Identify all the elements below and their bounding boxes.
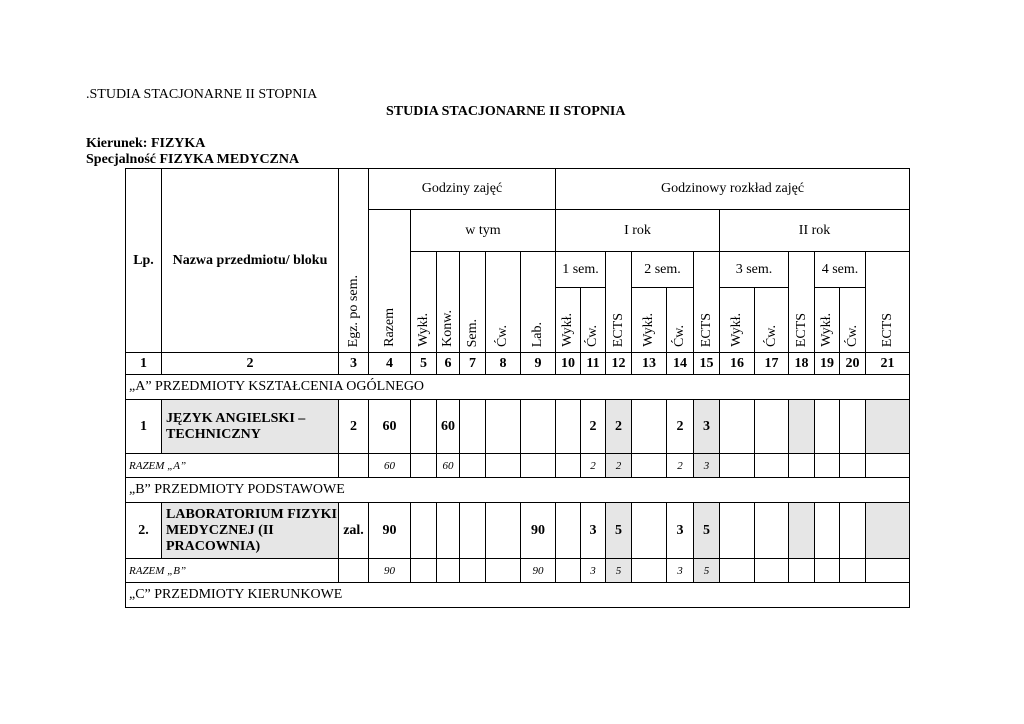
header-ects-3: ECTS	[789, 252, 815, 353]
header-sem-3: 3 sem.	[720, 252, 789, 288]
row-s4-cw	[840, 503, 866, 559]
section-b-heading: „B” PRZEDMIOTY PODSTAWOWE	[126, 478, 910, 503]
total-s3-cw	[755, 454, 789, 478]
row-lab	[521, 400, 556, 454]
total-s4-cw	[840, 559, 866, 583]
row-s1-cw: 3	[581, 503, 606, 559]
total-s3-ects	[789, 559, 815, 583]
row-subject-name: JĘZYK ANGIELSKI – TECHNICZNY	[162, 400, 339, 454]
col-number: 21	[866, 353, 910, 375]
kierunek-label: Kierunek: FIZYKA	[86, 136, 206, 151]
row-konw: 60	[437, 400, 460, 454]
row-cw	[486, 503, 521, 559]
total-konw	[437, 559, 460, 583]
study-plan-table	[125, 168, 910, 608]
section-c-heading: „C” PRZEDMIOTY KIERUNKOWE	[126, 583, 910, 608]
total-s3-wykl	[720, 454, 755, 478]
table-row	[126, 503, 910, 559]
col-number: 2	[162, 353, 339, 375]
col-number: 4	[369, 353, 411, 375]
col-number: 13	[632, 353, 667, 375]
header-ects-4: ECTS	[866, 252, 910, 353]
row-egz: zal.	[339, 503, 369, 559]
row-cw	[486, 400, 521, 454]
col-number: 8	[486, 353, 521, 375]
row-razem: 60	[369, 400, 411, 454]
row-s1-wykl	[556, 400, 581, 454]
col-number: 11	[581, 353, 606, 375]
header-ects-1: ECTS	[606, 252, 632, 353]
header-sem-1: 1 sem.	[556, 252, 606, 288]
header-razem: Razem	[369, 210, 411, 353]
total-s4-wykl	[815, 559, 840, 583]
total-row	[126, 454, 910, 478]
header-sem-4: 4 sem.	[815, 252, 866, 288]
col-number: 5	[411, 353, 437, 375]
row-s4-wykl	[815, 503, 840, 559]
total-s1-cw: 3	[581, 559, 606, 583]
row-lp: 1	[126, 400, 162, 454]
col-number: 3	[339, 353, 369, 375]
row-s3-cw	[755, 400, 789, 454]
row-s1-ects: 2	[606, 400, 632, 454]
row-s1-ects: 5	[606, 503, 632, 559]
col-number: 12	[606, 353, 632, 375]
total-s2-wykl	[632, 559, 667, 583]
row-s3-ects	[789, 400, 815, 454]
total-lab	[521, 454, 556, 478]
row-sem	[460, 503, 486, 559]
total-wykl	[411, 559, 437, 583]
col-number: 9	[521, 353, 556, 375]
header-rozklad-zajec: Godzinowy rozkład zajęć	[556, 169, 910, 210]
total-s1-ects: 5	[606, 559, 632, 583]
row-s1-wykl	[556, 503, 581, 559]
total-s2-cw: 3	[667, 559, 694, 583]
total-s1-wykl	[556, 454, 581, 478]
header-s3-wykl: Wykł.	[720, 288, 755, 353]
total-cw	[486, 559, 521, 583]
total-s2-cw: 2	[667, 454, 694, 478]
total-s4-wykl	[815, 454, 840, 478]
row-subject-name: LABORATORIUM FIZYKI MEDYCZNEJ (II PRACOWNIA)	[162, 503, 339, 559]
row-s4-cw	[840, 400, 866, 454]
header-s4-wykl: Wykł.	[815, 288, 840, 353]
header-year-1: I rok	[556, 210, 720, 252]
total-b-label: RAZEM „B”	[126, 559, 339, 583]
header-cw: Ćw.	[486, 252, 521, 353]
header-egz: Egz. po sem.	[339, 169, 369, 353]
row-konw	[437, 503, 460, 559]
row-wykl	[411, 503, 437, 559]
header-s1-cw: Ćw.	[581, 288, 606, 353]
row-s3-wykl	[720, 503, 755, 559]
row-s2-ects: 3	[694, 400, 720, 454]
header-wykl: Wykł.	[411, 252, 437, 353]
row-s2-cw: 3	[667, 503, 694, 559]
header-godziny-zajec: Godziny zajęć	[369, 169, 556, 210]
col-number: 7	[460, 353, 486, 375]
row-wykl	[411, 400, 437, 454]
header-s4-cw: Ćw.	[840, 288, 866, 353]
row-s3-wykl	[720, 400, 755, 454]
top-line: .STUDIA STACJONARNE II STOPNIA	[86, 87, 318, 102]
total-razem: 60	[369, 454, 411, 478]
header-w-tym: w tym	[411, 210, 556, 252]
header-s1-wykl: Wykł.	[556, 288, 581, 353]
page-title: STUDIA STACJONARNE II STOPNIA	[386, 104, 626, 119]
total-egz	[339, 559, 369, 583]
col-number: 15	[694, 353, 720, 375]
col-number: 16	[720, 353, 755, 375]
col-number: 10	[556, 353, 581, 375]
header-year-2: II rok	[720, 210, 910, 252]
row-sem	[460, 400, 486, 454]
header-konw: Konw.	[437, 252, 460, 353]
row-s4-ects	[866, 400, 910, 454]
row-lab: 90	[521, 503, 556, 559]
total-egz	[339, 454, 369, 478]
total-s1-wykl	[556, 559, 581, 583]
total-s3-wykl	[720, 559, 755, 583]
total-s4-ects	[866, 454, 910, 478]
total-konw: 60	[437, 454, 460, 478]
total-s4-cw	[840, 454, 866, 478]
total-s3-cw	[755, 559, 789, 583]
row-razem: 90	[369, 503, 411, 559]
row-egz: 2	[339, 400, 369, 454]
row-s2-wykl	[632, 503, 667, 559]
row-s3-ects	[789, 503, 815, 559]
header-sem-2: 2 sem.	[632, 252, 694, 288]
total-lab: 90	[521, 559, 556, 583]
col-number: 20	[840, 353, 866, 375]
header-s3-cw: Ćw.	[755, 288, 789, 353]
row-s2-ects: 5	[694, 503, 720, 559]
row-s1-cw: 2	[581, 400, 606, 454]
col-number: 17	[755, 353, 789, 375]
total-row	[126, 559, 910, 583]
total-s3-ects	[789, 454, 815, 478]
col-number: 14	[667, 353, 694, 375]
total-cw	[486, 454, 521, 478]
total-sem	[460, 454, 486, 478]
col-number: 6	[437, 353, 460, 375]
total-s2-ects: 3	[694, 454, 720, 478]
column-number-row	[126, 353, 910, 375]
col-number: 1	[126, 353, 162, 375]
total-s2-wykl	[632, 454, 667, 478]
row-s4-ects	[866, 503, 910, 559]
header-s2-cw: Ćw.	[667, 288, 694, 353]
total-s4-ects	[866, 559, 910, 583]
col-number: 19	[815, 353, 840, 375]
total-a-label: RAZEM „A”	[126, 454, 339, 478]
row-s2-cw: 2	[667, 400, 694, 454]
row-s3-cw	[755, 503, 789, 559]
header-sem: Sem.	[460, 252, 486, 353]
header-lab: Lab.	[521, 252, 556, 353]
total-s2-ects: 5	[694, 559, 720, 583]
row-s4-wykl	[815, 400, 840, 454]
header-lp: Lp.	[126, 169, 162, 353]
total-s1-ects: 2	[606, 454, 632, 478]
row-lp: 2.	[126, 503, 162, 559]
total-razem: 90	[369, 559, 411, 583]
header-subject-name: Nazwa przedmiotu/ bloku	[162, 169, 339, 353]
header-s2-wykl: Wykł.	[632, 288, 667, 353]
col-number: 18	[789, 353, 815, 375]
total-s1-cw: 2	[581, 454, 606, 478]
row-s2-wykl	[632, 400, 667, 454]
total-wykl	[411, 454, 437, 478]
table-row	[126, 400, 910, 454]
section-a-heading: „A” PRZEDMIOTY KSZTAŁCENIA OGÓLNEGO	[126, 375, 910, 400]
header-ects-2: ECTS	[694, 252, 720, 353]
specjalnosc-label: Specjalność FIZYKA MEDYCZNA	[86, 152, 300, 167]
total-sem	[460, 559, 486, 583]
